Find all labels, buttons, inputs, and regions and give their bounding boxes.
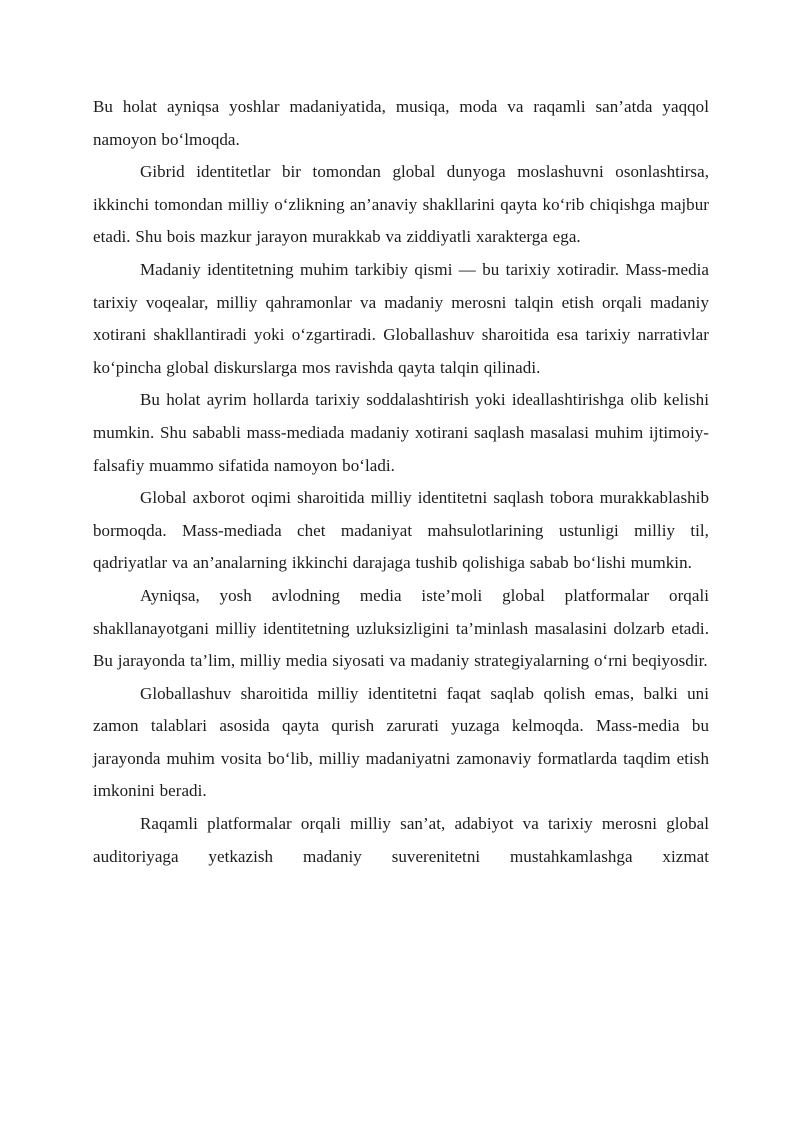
paragraph-3: Madaniy identitetning muhim tarkibiy qismi — bu tarixiy xotiradir. Mass-media tarixiy voqealar, milliy qahramonlar va madaniy merosni talqin etish orqali madaniy xotirani shakllantiradi yoki o‘zgartiradi. Globallashuv sharoitida esa tarixiy narrativlar ko‘pincha global diskurslarga mos ravishda qayta talqin qilinadi. bbox=[93, 259, 709, 377]
paragraph-4: Bu holat ayrim hollarda tarixiy soddalashtirish yoki ideallashtirishga olib kelishi mumkin. Shu sababli mass-mediada madaniy xotirani saqlash masalasi muhim ijtimoiy-falsafiy muammo sifatida namoyon bo‘ladi. bbox=[93, 390, 709, 475]
paragraph-2: Gibrid identitetlar bir tomondan global dunyoga moslashuvni osonlashtirsa, ikkinchi tomondan milliy o‘zlikning an’anaviy shakllarini qayta ko‘rib chiqishga majbur etadi. Shu bois mazkur jarayon murakkab va ziddiyatli xarakterga ega. bbox=[93, 162, 709, 247]
paragraph-7: Globallashuv sharoitida milliy identitetni faqat saqlab qolish emas, balki uni zamon talablari asosida qayta qurish zarurati yuzaga kelmoqda. Mass-media bu jarayonda muhim vosita bo‘lib, milliy madaniyatni zamonaviy formatlarda taqdim etish imkonini beradi. bbox=[93, 683, 709, 801]
paragraph-5: Global axborot oqimi sharoitida milliy identitetni saqlash tobora murakkablashib bormoqda. Mass-mediada chet madaniyat mahsulotlarining ustunligi milliy til, qadriyatlar va an’analarning ikkinchi darajaga tushib qolishiga sabab bo‘lishi mumkin. bbox=[93, 488, 709, 573]
paragraph-6: Ayniqsa, yosh avlodning media iste’moli global platformalar orqali shakllanayotgani milliy identitetning uzluksizligini ta’minlash masalasini dolzarb etadi. Bu jarayonda ta’lim, milliy media siyosati va madaniy strategiyalarning o‘rni beqiyosdir. bbox=[93, 585, 709, 671]
document-body bbox=[93, 91, 709, 873]
paragraph-1: Bu holat ayniqsa yoshlar madaniyatida, musiqa, moda va raqamli san’atda yaqqol namoyon bo‘lmoqda. bbox=[93, 97, 709, 149]
paragraph-8: Raqamli platformalar orqali milliy san’at, adabiyot va tarixiy merosni global auditoriyaga yetkazish madaniy suverenitetni mustahkamlashga xizmat bbox=[93, 814, 709, 866]
